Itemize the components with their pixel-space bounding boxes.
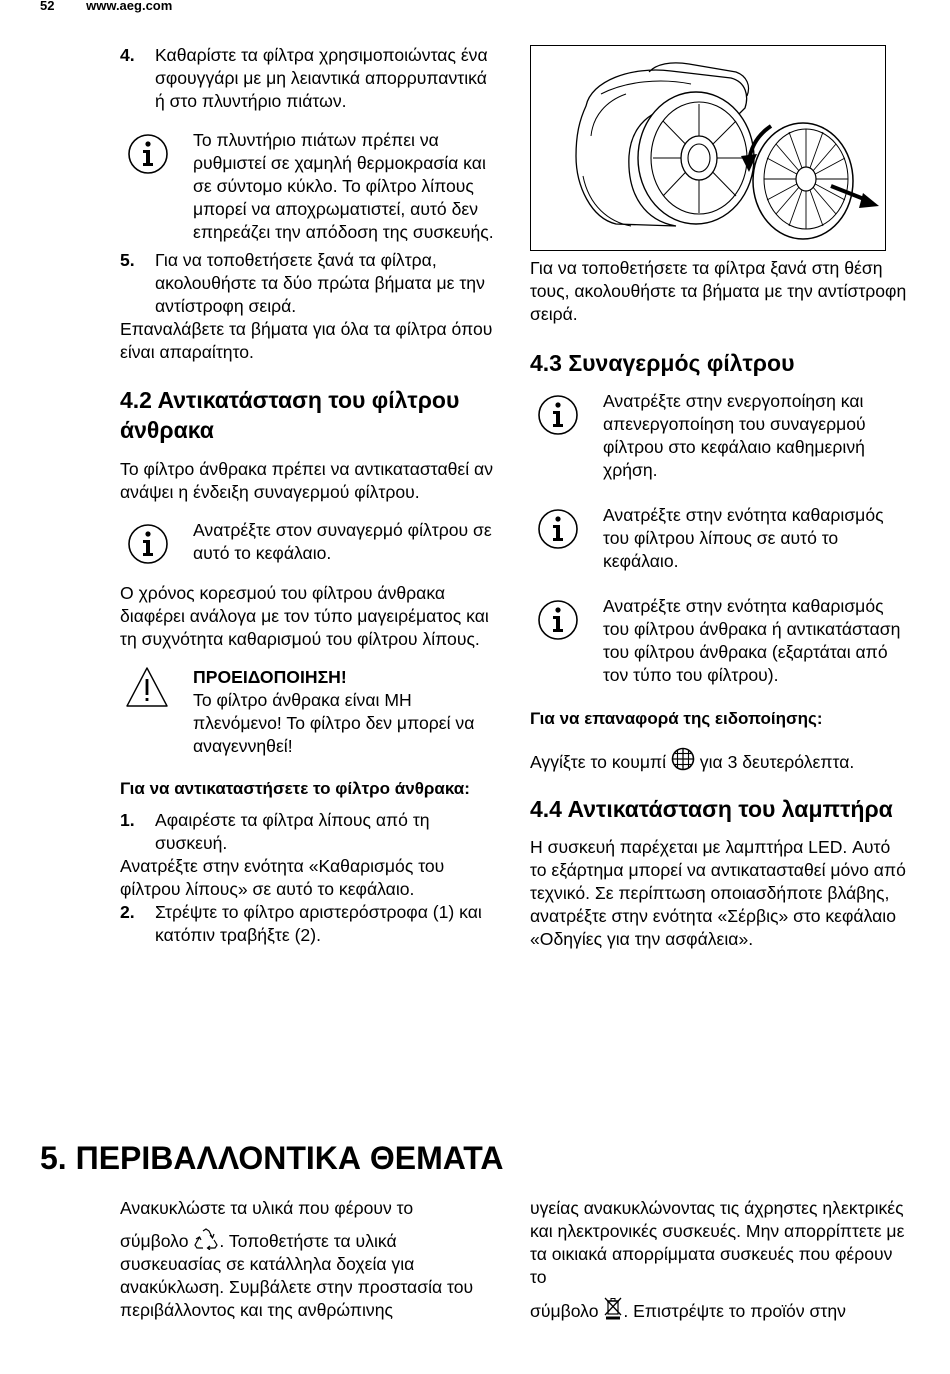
page-number: 52	[40, 0, 55, 13]
step-2	[120, 901, 495, 947]
section-4-3-title: 4.3 Συναγερμός φίλτρου	[530, 350, 795, 376]
symbol-label: σύμβολο	[530, 1301, 604, 1321]
step-number: 1.	[120, 810, 135, 830]
info-note-1	[530, 390, 910, 482]
weee-symbol-line	[530, 1296, 910, 1323]
step-text: Για να τοποθετήσετε ξανά τα φίλτρα, ακολουθήστε τα δύο πρώτα βήματα με την αντίστροφη σειρά.	[155, 250, 485, 316]
page-header	[40, 0, 172, 13]
replace-paragraph: Το φίλτρο άνθρακα πρέπει να αντικατασταθεί αν ανάψει η ένδειξη συναγερμού φίλτρου.	[120, 459, 494, 502]
step-text: Καθαρίστε τα φίλτρα χρησιμοποιώντας ένα σφουγγάρι με μη λειαντικά απορρυπαντικά ή στο πλυντήριο πιάτων.	[155, 45, 488, 111]
filter-button-icon	[671, 747, 695, 771]
note-text: Ανατρέξτε στην ενότητα καθαρισμός του φίλτρου λίπους σε αυτό το κεφάλαιο.	[603, 505, 884, 571]
refit-text: Για να τοποθετήσετε τα φίλτρα ξανά στη θέση τους, ακολουθήστε τα βήματα με την αντίστροφη σειρά.	[530, 258, 907, 324]
note-text: Ανατρέξτε στην ενεργοποίηση και απενεργοποίηση του συναγερμού φίλτρου στο κεφάλαιο καθημερινή χρήση.	[603, 391, 866, 480]
warning-note	[120, 666, 495, 758]
repeat-text: Επαναλάβετε τα βήματα για όλα τα φίλτρα όπου είναι απαραίτητο.	[120, 319, 493, 362]
info-icon	[127, 523, 169, 565]
reset-text-before: Αγγίξτε το κουμπί	[530, 752, 671, 772]
reset-text-after: για 3 δευτερόλεπτα.	[694, 752, 855, 772]
info-note-alarm	[120, 519, 495, 565]
section-4-4-title: 4.4 Αντικατάσταση του λαμπτήρα	[530, 796, 893, 822]
filter-illustration	[530, 45, 886, 251]
note-text: Το πλυντήριο πιάτων πρέπει να ρυθμιστεί σε χαμηλή θερμοκρασία και σε σύντομο κύκλο. Το φίλτρο λίπους μπορεί να αποχρωματιστεί, αυτό δεν επηρεάζει την απόδοση της συσκευής.	[193, 130, 494, 242]
subhead-replace: Για να αντικαταστήσετε το φίλτρο άνθρακα:	[120, 779, 470, 798]
info-icon	[127, 133, 169, 175]
step-text: Στρέψτε το φίλτρο αριστερόστροφα (1) και κατόπιν τραβήξτε (2).	[155, 902, 482, 945]
weee-text: . Επιστρέψτε το προϊόν στην	[623, 1301, 846, 1321]
step-number: 2.	[120, 902, 135, 922]
refer-cleaning-text: Ανατρέξτε στην ενότητα «Καθαρισμός του φίλτρου λίπους» σε αυτό το κεφάλαιο.	[120, 856, 445, 899]
subhead-reset: Για να επαναφορά της ειδοποίησης:	[530, 709, 823, 728]
note-text: Ανατρέξτε στον συναγερμό φίλτρου σε αυτό το κεφάλαιο.	[193, 520, 492, 563]
info-icon	[537, 508, 579, 550]
website-url: www.aeg.com	[86, 0, 173, 13]
warning-triangle-icon	[125, 666, 169, 708]
info-icon	[537, 599, 579, 641]
info-icon	[537, 394, 579, 436]
note-text: Ανατρέξτε στην ενότητα καθαρισμός του φίλτρου άνθρακα ή αντικατάσταση του φίλτρου άνθρακα (εξαρτάται από τον τύπο του φίλτρου).	[603, 596, 901, 685]
step-1	[120, 809, 495, 855]
reset-instruction	[530, 747, 910, 774]
recycle-paragraph	[120, 1228, 500, 1322]
recycle-text: . Τοποθετήστε τα υλικά συσκευασίας σε κατάλληλα δοχεία για ανακύκλωση. Συμβάλετε στην προστασία του περιβάλλοντος και της ανθρώπινης	[120, 1231, 474, 1320]
step-4	[120, 44, 495, 113]
info-note-3	[530, 595, 910, 687]
carbon-filter-removal-illustration	[531, 46, 885, 250]
recycle-line-1: Ανακυκλώστε τα υλικά που φέρουν το	[120, 1198, 414, 1218]
step-number: 4.	[120, 45, 135, 65]
info-note-2	[530, 504, 910, 573]
crossed-bin-icon	[603, 1296, 623, 1320]
warning-text: Το φίλτρο άνθρακα είναι ΜΗ πλενόμενο! Το φίλτρο δεν μπορεί να αναγεννηθεί!	[193, 690, 475, 756]
warning-title: ΠΡΟΕΙΔΟΠΟΙΗΣΗ!	[193, 667, 347, 687]
recycle-icon	[193, 1228, 219, 1250]
info-note-dishwasher	[120, 129, 495, 244]
chapter-5-title: 5. ΠΕΡΙΒΑΛΛΟΝΤΙΚΑ ΘΕΜΑΤΑ	[40, 1140, 504, 1176]
section-4-2-title: 4.2 Αντικατάσταση του φίλτρου άνθρακα	[120, 387, 460, 443]
symbol-label: σύμβολο	[120, 1231, 194, 1251]
step-number: 5.	[120, 250, 135, 270]
weee-paragraph: υγείας ανακυκλώνοντας τις άχρηστες ηλεκτρικές και ηλεκτρονικές συσκευές. Μην απορρίπτετε με τα οικιακά απορρίμματα συσκευές που φέρουν το	[530, 1198, 905, 1287]
left-column	[120, 44, 495, 947]
chapter-5-left-text	[120, 1197, 500, 1322]
chapter-5-right-text	[530, 1197, 910, 1323]
step-text: Αφαιρέστε τα φίλτρα λίπους από τη συσκευή.	[155, 810, 430, 853]
step-5	[120, 249, 495, 318]
saturation-paragraph: Ο χρόνος κορεσμού του φίλτρου άνθρακα διαφέρει ανάλογα με τον τύπο μαγειρέματος και τη συχνότητα καθαρισμού του φίλτρου λίπους.	[120, 583, 489, 649]
right-column	[530, 45, 910, 951]
led-paragraph: Η συσκευή παρέχεται με λαμπτήρα LED. Αυτό το εξάρτημα μπορεί να αντικατασταθεί μόνο από τεχνικό. Σε περίπτωση οποιασδήποτε βλάβης, ανατρέξτε στην ενότητα «Σέρβις» στο κεφάλαιο «Οδηγίες για την ασφάλεια».	[530, 837, 906, 949]
